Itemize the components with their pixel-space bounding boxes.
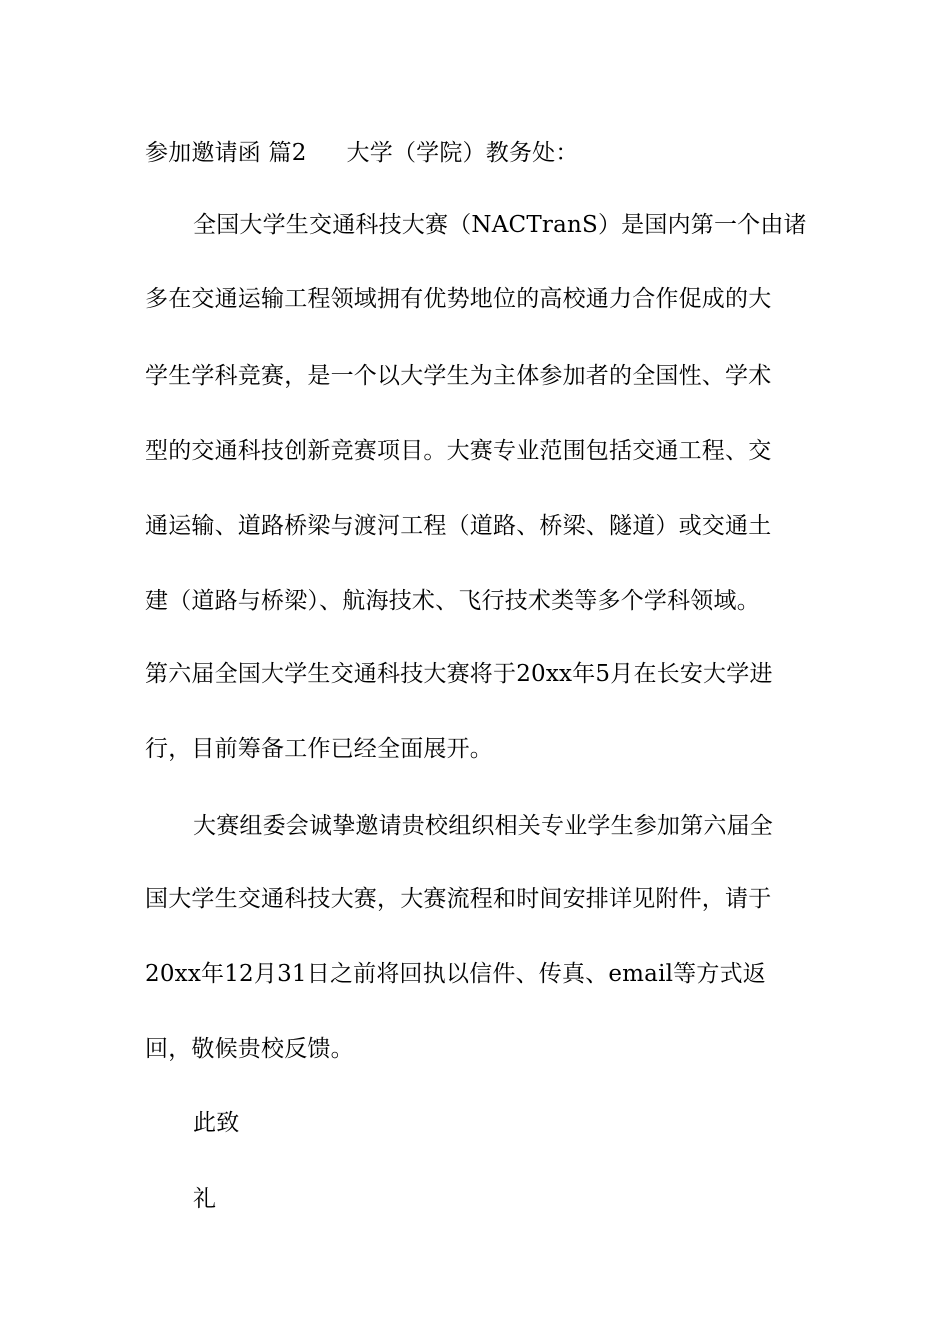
paragraph-line: 大赛组委会诚挚邀请贵校组织相关专业学生参加第六届全	[193, 813, 773, 839]
paragraph-line: 行，目前筹备工作已经全面展开。	[145, 736, 493, 762]
paragraph-line: 多在交通运输工程领域拥有优势地位的高校通力合作促成的大	[145, 286, 772, 312]
paragraph-line: 通运输、道路桥梁与渡河工程（道路、桥梁、隧道）或交通土	[145, 513, 772, 539]
paragraph-line: 学生学科竞赛，是一个以大学生为主体参加者的全国性、学术	[145, 363, 772, 389]
paragraph-line: 第六届全国大学生交通科技大赛将于20xx年5月在长安大学进	[145, 661, 773, 687]
paragraph-line: 国大学生交通科技大赛，大赛流程和时间安排详见附件，请于	[145, 886, 772, 912]
recipient: 大学（学院）教务处：	[346, 140, 579, 166]
closing-regards: 礼	[193, 1186, 217, 1212]
document-title: 参加邀请函 篇2	[145, 140, 307, 166]
closing-salutation: 此致	[193, 1110, 240, 1136]
paragraph-line: 回，敬候贵校反馈。	[145, 1036, 354, 1062]
paragraph-line: 型的交通科技创新竞赛项目。大赛专业范围包括交通工程、交	[145, 438, 772, 464]
paragraph-line: 建（道路与桥梁）、航海技术、飞行技术类等多个学科领域。	[145, 588, 760, 614]
heading-line	[145, 138, 810, 168]
paragraph-line: 全国大学生交通科技大赛（NACTranS）是国内第一个由诸	[193, 212, 807, 238]
paragraph-line: 20xx年12月31日之前将回执以信件、传真、email等方式返	[145, 961, 766, 987]
